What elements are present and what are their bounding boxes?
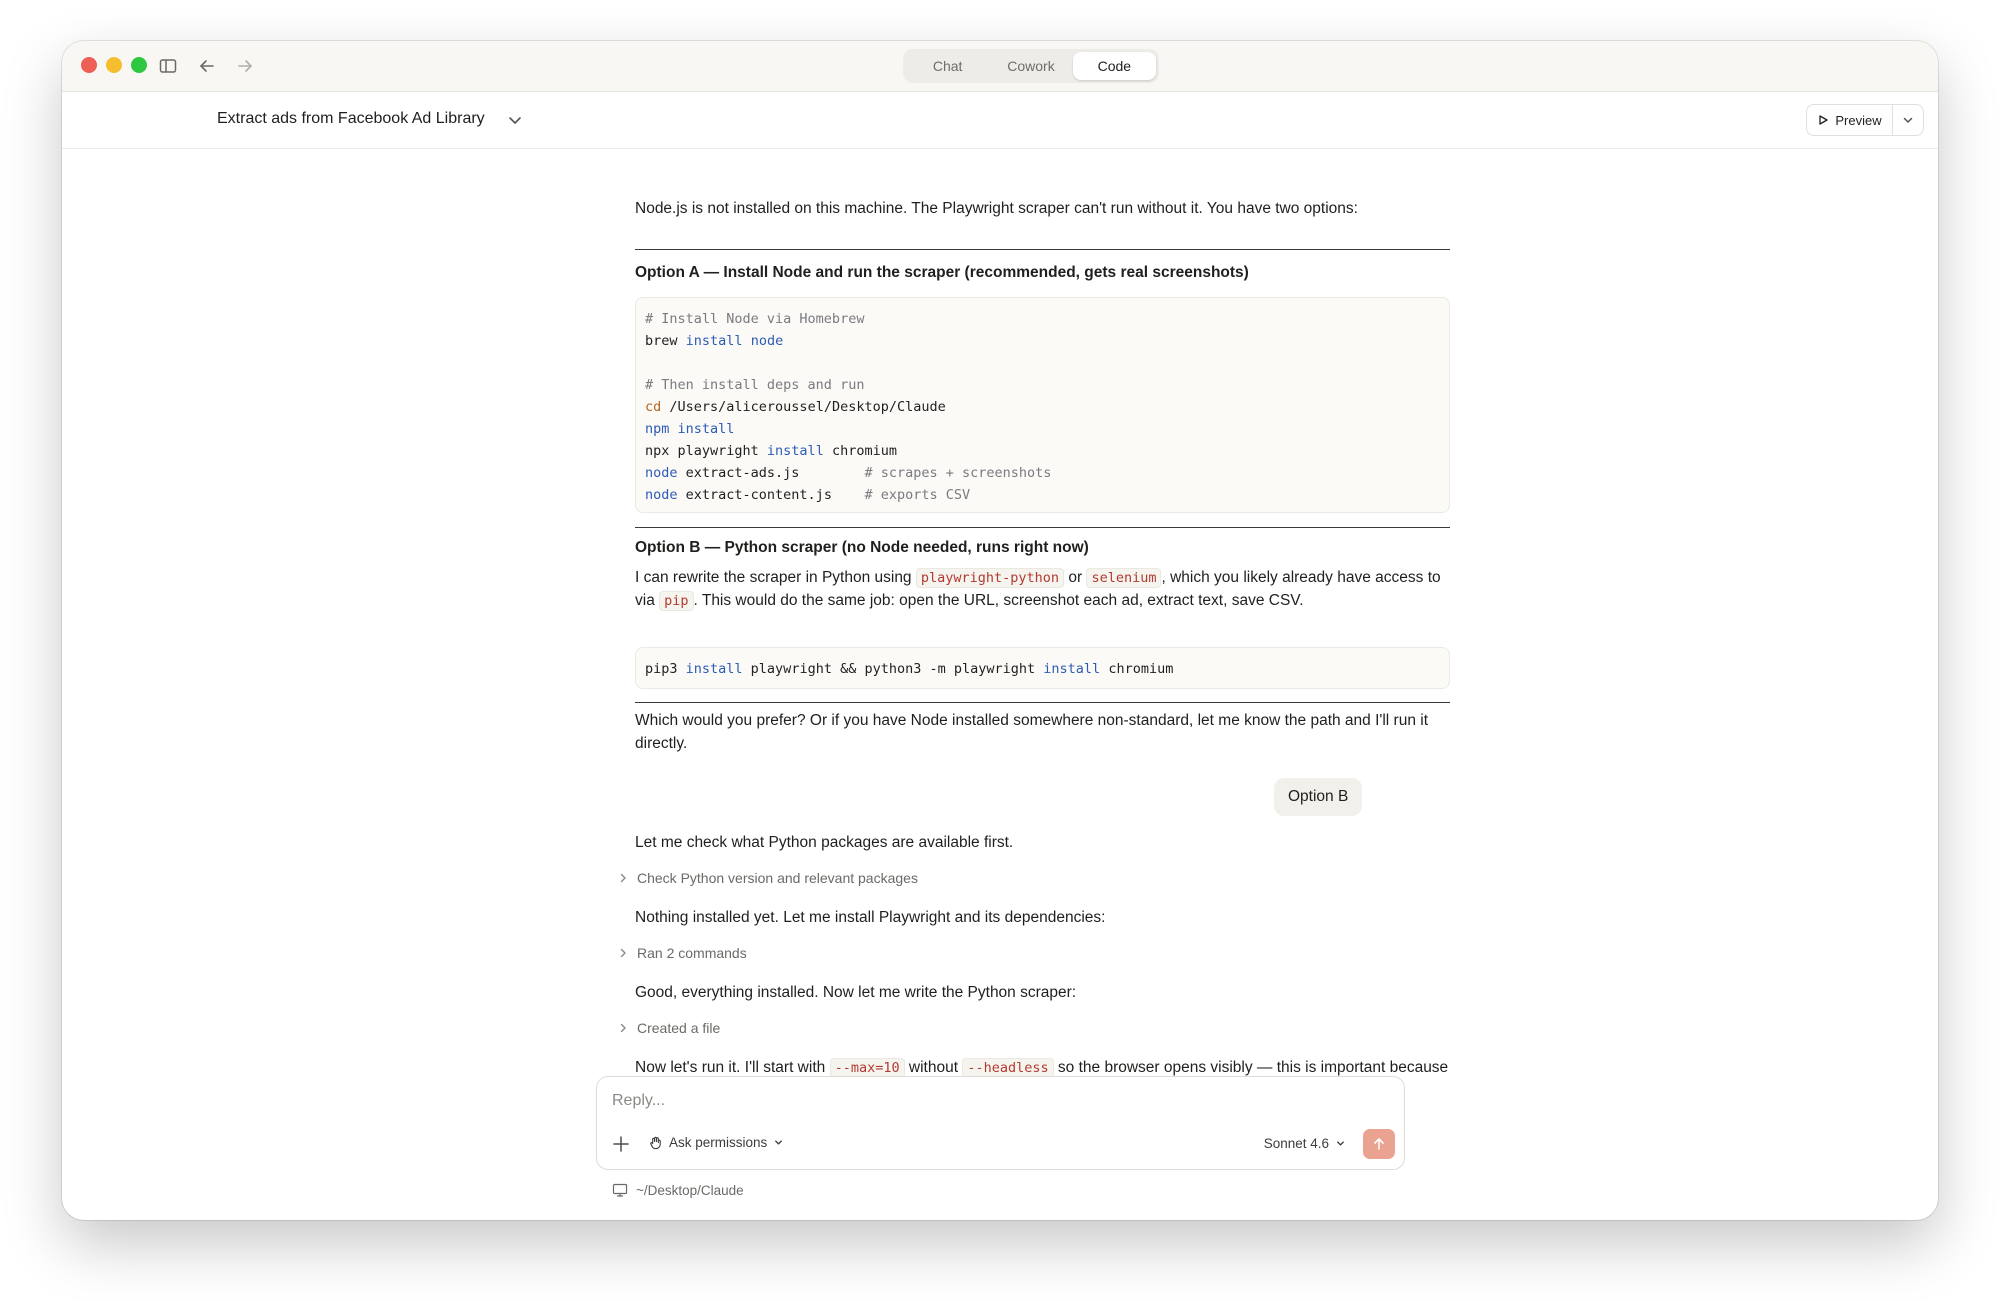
message-text: Nothing installed yet. Let me install Playwright and its dependencies: [635,909,1106,926]
inline-code: --max=10 [830,1058,905,1078]
tab-cowork[interactable]: Cowork [1007,58,1055,74]
tab-chat[interactable]: Chat [932,58,963,74]
text-run: . This would do the same job: open the URL, screenshot each ad, extract text, save CSV. [693,591,1304,609]
preview-dropdown-button[interactable] [1893,105,1923,135]
text-run: without [904,1059,963,1076]
chevron-down-icon[interactable] [505,110,525,130]
tool-call-label: Ran 2 commands [637,945,747,961]
close-window-button[interactable] [81,57,97,73]
app-window [62,41,1938,1220]
send-button[interactable] [1363,1129,1395,1159]
inline-code: selenium [1086,568,1161,588]
assistant-message [635,907,1450,930]
sidebar-toggle-icon[interactable] [155,53,181,79]
assistant-message [635,710,1450,755]
chevron-right-icon [617,947,629,959]
text-run: so the browser opens visibly — this is important because [1057,1059,1449,1076]
code-comment: # Then install deps and run [645,377,865,393]
divider [635,702,1450,703]
code-block-option-a [635,297,1450,513]
divider [635,249,1450,250]
forward-arrow-icon[interactable] [232,53,258,79]
heading-text: Option B — Python scraper (no Node needed, runs right now) [635,539,1089,556]
permissions-dropdown[interactable] [648,1135,784,1150]
code-keyword: install [677,421,735,437]
chevron-down-icon [1901,113,1915,127]
preview-button-group [1806,104,1924,136]
message-text [635,567,1450,612]
monitor-icon [612,1182,628,1198]
code-keyword: npm [645,421,670,437]
assistant-message [635,982,1450,1005]
assistant-message [635,832,1450,855]
code-text: /Users/aliceroussel/Desktop/Claude [661,399,946,415]
code-text: npx playwright [645,443,767,459]
conversation-area [62,149,1938,1220]
code-comment: # exports CSV [864,487,971,503]
option-b-heading [635,537,1450,559]
reply-input[interactable]: Reply... [612,1092,666,1109]
chevron-right-icon [617,1022,629,1034]
working-directory[interactable] [612,1182,744,1198]
tool-call-row[interactable] [617,1020,720,1036]
code-comment: # scrapes + screenshots [864,465,1052,481]
reply-composer[interactable] [596,1076,1405,1170]
message-text: Which would you prefer? Or if you have Node installed somewhere non-standard, let me know the path and I'll run it directly. [635,712,1429,752]
chevron-down-icon [773,1137,784,1148]
tool-call-row[interactable] [617,870,918,886]
back-arrow-icon[interactable] [194,53,220,79]
chevron-right-icon [617,872,629,884]
code-keyword: node [645,465,678,481]
code-text: extract-ads.js [677,465,865,481]
working-directory-label: ~/Desktop/Claude [636,1182,744,1198]
model-selector[interactable] [1264,1136,1346,1151]
assistant-message [635,567,1450,612]
tool-call-label: Created a file [637,1020,721,1036]
assistant-message [635,198,1450,221]
code-keyword: install [1043,661,1101,677]
code-text: chromium [1100,661,1174,677]
inline-code: pip [659,591,693,611]
mode-switcher [903,49,1159,83]
option-a-heading [635,262,1450,284]
maximize-window-button[interactable] [131,57,147,73]
title-bar [62,41,1938,92]
conversation-header [62,92,1938,149]
text-run: I can rewrite the scraper in Python using [635,569,916,586]
code-keyword: install [685,661,743,677]
user-message-bubble: Option B [1274,778,1362,816]
code-keyword: install [685,333,743,349]
model-label: Sonnet 4.6 [1263,1136,1329,1151]
permissions-label: Ask permissions [669,1135,768,1150]
code-text: playwright && python3 -m playwright [742,661,1044,677]
code-text: chromium [823,443,897,459]
code-builtin: cd [645,399,662,415]
arrow-up-icon [1372,1137,1386,1151]
text-run: , which you likely already have access to via [635,569,1441,609]
message-text: Let me check what Python packages are available first. [635,834,1014,851]
plus-icon[interactable] [610,1133,632,1155]
code-keyword: node [645,487,678,503]
divider [635,527,1450,528]
hand-icon [648,1135,663,1150]
message-text: Node.js is not installed on this machine. The Playwright scraper can't run without it. You have two options: [635,200,1358,217]
code-comment: # Install Node via Homebrew [645,311,865,327]
code-keyword: install [766,443,824,459]
tab-code[interactable]: Code [1073,52,1156,80]
code-keyword: node [750,333,784,349]
message-text: Good, everything installed. Now let me write the Python scraper: [635,984,1077,1001]
preview-button[interactable] [1807,105,1893,135]
minimize-window-button[interactable] [106,57,122,73]
code-block-option-b [635,647,1450,689]
tool-call-label: Check Python version and relevant packages [637,870,918,886]
code-text: brew [645,333,686,349]
code-text: pip3 [645,661,686,677]
chevron-down-icon [1335,1138,1346,1149]
text-run: or [1064,569,1087,586]
play-icon [1817,114,1829,126]
conversation-title[interactable]: Extract ads from Facebook Ad Library [217,110,485,127]
preview-label: Preview [1835,112,1882,128]
heading-text: Option A — Install Node and run the scraper (recommended, gets real screenshots) [635,264,1249,281]
inline-code: playwright-python [916,568,1064,588]
inline-code: --headless [962,1058,1053,1078]
text-run: Now let's run it. I'll start with [635,1059,830,1076]
tool-call-row[interactable] [617,945,747,961]
code-text: extract-content.js [677,487,865,503]
